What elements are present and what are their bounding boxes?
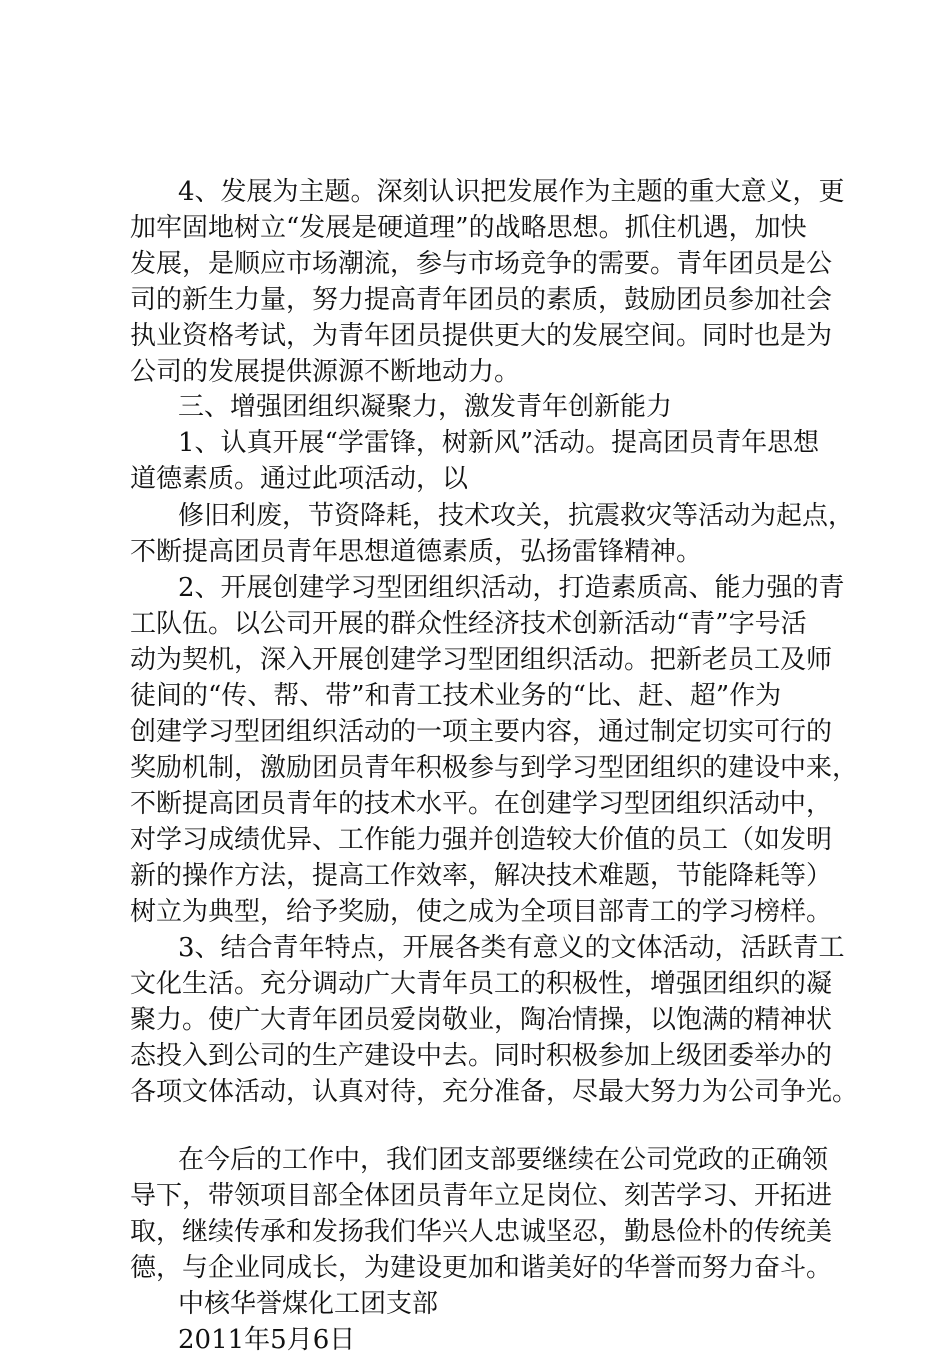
text-line: 不断提高团员青年思想道德素质，弘扬雷锋精神。 [130,537,703,567]
text-line: 创建学习型团组织活动的一项主要内容，通过制定切实可行的 [130,717,833,747]
signature-organization: 中核华誉煤化工团支部 [178,1289,439,1319]
text-line: 公司的发展提供源源不断地动力。 [130,357,521,387]
text-line: 奖励机制，激励团员青年积极参与到学习型团组织的建设中来， [130,753,859,783]
text-line: 新的操作方法，提高工作效率，解决技术难题，节能降耗等） [130,861,833,891]
section-heading: 三、增强团组织凝聚力，激发青年创新能力 [178,392,673,422]
text-line: 2、开展创建学习型团组织活动，打造素质高、能力强的青 [178,573,845,603]
text-line: 4、发展为主题。深刻认识把发展作为主题的重大意义，更 [178,177,845,207]
text-line: 聚力。使广大青年团员爱岗敬业，陶冶情操，以饱满的精神状 [130,1005,833,1035]
text-line: 加牢固地树立“发展是硬道理”的战略思想。抓住机遇，加快 [130,213,807,243]
text-line: 修旧利废，节资降耗，技术攻关，抗震救灾等活动为起点， [178,501,855,531]
text-line: 各项文体活动，认真对待，充分准备，尽最大努力为公司争光。 [130,1077,859,1107]
signature-date: 2011年5月6日 [178,1325,356,1355]
text-line: 对学习成绩优异、工作能力强并创造较大价值的员工（如发明 [130,825,833,855]
text-line: 发展，是顺应市场潮流，参与市场竞争的需要。青年团员是公 [130,249,833,279]
text-line: 道德素质。通过此项活动，以 [130,464,469,494]
text-line: 不断提高团员青年的技术水平。在创建学习型团组织活动中， [130,789,833,819]
text-line: 德，与企业同成长，为建设更加和谐美好的华誉而努力奋斗。 [130,1253,833,1283]
text-line: 司的新生力量，努力提高青年团员的素质，鼓励团员参加社会 [130,285,833,315]
text-line: 树立为典型，给予奖励，使之成为全项目部青工的学习榜样。 [130,897,833,927]
text-line: 3、结合青年特点，开展各类有意义的文体活动，活跃青工 [178,933,845,963]
text-line: 导下，带领项目部全体团员青年立足岗位、刻苦学习、开拓进 [130,1181,833,1211]
text-line: 工队伍。以公司开展的群众性经济技术创新活动“青”字号活 [130,609,807,639]
text-line: 文化生活。充分调动广大青年员工的积极性，增强团组织的凝 [130,969,833,999]
text-line: 取，继续传承和发扬我们华兴人忠诚坚忍，勤恳俭朴的传统美 [130,1217,833,1247]
text-line: 在今后的工作中，我们团支部要继续在公司党政的正确领 [178,1145,829,1175]
text-line: 执业资格考试，为青年团员提供更大的发展空间。同时也是为 [130,321,833,351]
text-line: 徒间的“传、帮、带”和青工技术业务的“比、赶、超”作为 [130,681,782,711]
text-line: 态投入到公司的生产建设中去。同时积极参加上级团委举办的 [130,1041,833,1071]
text-line: 动为契机，深入开展创建学习型团组织活动。把新老员工及师 [130,645,833,675]
text-line: 1、认真开展“学雷锋，树新风”活动。提高团员青年思想 [178,428,820,458]
